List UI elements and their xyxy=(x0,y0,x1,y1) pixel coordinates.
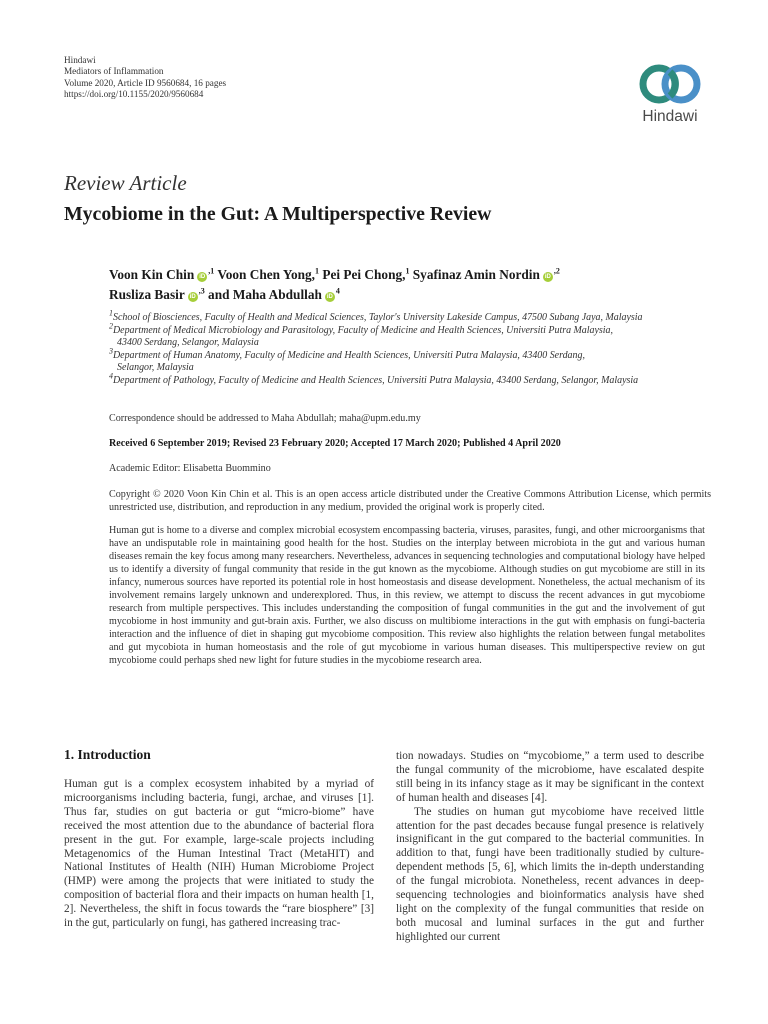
paper-title: Mycobiome in the Gut: A Multiperspective Review xyxy=(64,203,492,225)
affiliation-1 xyxy=(109,308,711,325)
author-name: Rusliza Basir xyxy=(109,287,185,302)
article-type: Review Article xyxy=(64,171,187,195)
author-affiliation-mark: ,2 xyxy=(553,266,560,276)
author-affiliation-mark: ,3 xyxy=(198,286,205,296)
affiliation-number: 2 xyxy=(109,321,113,331)
author-affiliation-mark: 1 xyxy=(405,266,410,276)
section-heading-introduction: 1. Introduction xyxy=(64,747,151,762)
journal-name: Mediators of Inflammation xyxy=(64,66,164,77)
body-column-left xyxy=(64,778,374,931)
orcid-icon[interactable]: iD xyxy=(326,294,333,300)
affiliation-text: Department of Pathology, Faculty of Medicine and Health Sciences, Universiti Putra Malaysia, 43400 Serdang, Selangor, Malaysia xyxy=(113,374,639,386)
copyright-notice: Copyright © 2020 Voon Kin Chin et al. This is an open access article distributed under the Creative Commons Attribution License, which permits unrestricted use, distribution, and reproduction in any medium, provided the original work is properly cited. xyxy=(109,489,711,513)
author-name: Syafinaz Amin Nordin xyxy=(409,267,540,282)
doi-link[interactable]: https://doi.org/10.1155/2020/9560684 xyxy=(64,89,204,100)
affiliation-number: 3 xyxy=(109,346,113,356)
affiliation-text: School of Biosciences, Faculty of Health and Medical Sciences, Taylor's University Lakeside Campus, 47500 Subang Jaya, Malaysia xyxy=(113,312,643,323)
affiliation-number: 4 xyxy=(109,371,113,381)
orcid-icon[interactable]: iD xyxy=(544,274,551,280)
author-affiliation-mark: 1 xyxy=(315,266,320,276)
author-affiliation-mark: ,1 xyxy=(208,266,215,276)
volume-line: Volume 2020, Article ID 9560684, 16 pages xyxy=(64,77,227,88)
paragraph: The studies on human gut mycobiome have received little attention for the past decades because fungal presence is relatively insignificant in the gut compared to the bacterial communities. In addition to that, fungi have been traditionally studied by culture-dependent methods [5, 6], which limits the in-depth understanding of the fungal microbiota. Nonetheless, recent advances in deep-sequencing technologies and bioinformatics analysis have shed light on the complexity of the fungal communities that reside on both mucosal and luminal surfaces in the gut and further highlighted our current xyxy=(396,805,704,943)
hindawi-logo xyxy=(628,58,712,138)
abstract: Human gut is home to a diverse and complex microbial ecosystem encompassing bacteria, viruses, parasites, fungi, and other microorganisms that have an undisputable role in maintaining good health for the host. Studies on the interplay between microbiota in the gut and various human diseases remain the key focus among many researchers. Nevertheless, advances in sequencing technologies and computational biology have helped us to identify a diversity of fungal community that reside in the gut known as the mycobiome. Although studies on gut mycobiome are still in its infancy, numerous sources have reported its potential role in host homeostasis and disease development. Nonetheless, the actual mechanism of its involvement remains largely unknown and underexplored. Thus, in this review, we attempt to discuss the recent advances in gut mycobiome research from multiple perspectives. This includes understanding the composition of fungal communities in the gut and the involvement of gut mycobiome in host immunity and gut-brain axis. Further, we also discuss on multibiome interactions in the gut with emphasis on fungi-bacteria interaction and the influence of diet in shaping gut mycobiome composition. This review also highlights the relation between fungal metabolites and gut mycobiota in human homeostasis and the role of gut mycobiome in various human diseases. This multiperspective review on gut mycobiome could perhaps shed new light for future studies in the mycobiome research area. xyxy=(109,525,705,666)
hindawi-rings-icon xyxy=(628,58,712,108)
orcid-icon[interactable]: iD xyxy=(189,294,196,300)
author-affiliation-mark: 4 xyxy=(335,286,340,296)
paragraph: Human gut is a complex ecosystem inhabited by a myriad of microorganisms including bacteria, fungi, archae, and viruses [1]. Thus far, studies on gut bacteria or gut “micro-biome” have received the most attention due to the abundance of bacterial flora present in the gut. For example, large-scale projects including Metagenomics of the Human Intestinal Tract (MetaHIT) and National Institutes of Health (NIH) Human Microbiome Project (HMP) were among the projects that were initiated to study the composition of bacterial flora and their impacts on human health [1, 2]. Nevertheless, the shift in focus towards the “rare biosphere” [3] in the gut, particularly on fungi, has gathered increasing trac- xyxy=(64,778,374,930)
affiliations xyxy=(109,308,711,388)
author-name: Voon Chen Yong, xyxy=(214,267,316,282)
affiliation-text: Department of Medical Microbiology and Parasitology, Faculty of Medicine and Health Sciences, Universiti Putra Malaysia, xyxy=(113,324,613,336)
affiliation-3 xyxy=(109,346,711,363)
author-name: Pei Pei Chong, xyxy=(319,267,406,282)
author-name: and Maha Abdullah xyxy=(204,287,322,302)
publisher-name: Hindawi xyxy=(64,55,96,65)
author-list xyxy=(109,265,709,305)
academic-editor: Academic Editor: Elisabetta Buommino xyxy=(109,463,271,474)
author-line-2 xyxy=(109,285,709,305)
author-name: Voon Kin Chin xyxy=(109,267,195,282)
publication-dates: Received 6 September 2019; Revised 23 February 2020; Accepted 17 March 2020; Published 4 April 2020 xyxy=(109,438,561,449)
affiliation-number: 1 xyxy=(109,308,113,318)
journal-metadata xyxy=(64,55,226,101)
affiliation-4 xyxy=(109,371,711,388)
logo-wordmark: Hindawi xyxy=(642,108,698,125)
affiliation-2 xyxy=(109,321,711,338)
affiliation-2-cont: 43400 Serdang, Selangor, Malaysia xyxy=(117,337,259,349)
body-column-right xyxy=(396,750,704,945)
paragraph: tion nowadays. Studies on “mycobiome,” a term used to describe the fungal community of the microbiome, have escalated despite still being in its infancy stage as it may be significant in the context of human health and diseases [4]. xyxy=(396,750,704,804)
author-line-1 xyxy=(109,265,709,285)
affiliation-3-cont: Selangor, Malaysia xyxy=(117,362,194,374)
correspondence: Correspondence should be addressed to Maha Abdullah; maha@upm.edu.my xyxy=(109,413,421,424)
affiliation-text: Department of Human Anatomy, Faculty of Medicine and Health Sciences, Universiti Putra Malaysia, 43400 Serdang, xyxy=(113,349,585,361)
orcid-icon[interactable]: iD xyxy=(199,274,206,280)
